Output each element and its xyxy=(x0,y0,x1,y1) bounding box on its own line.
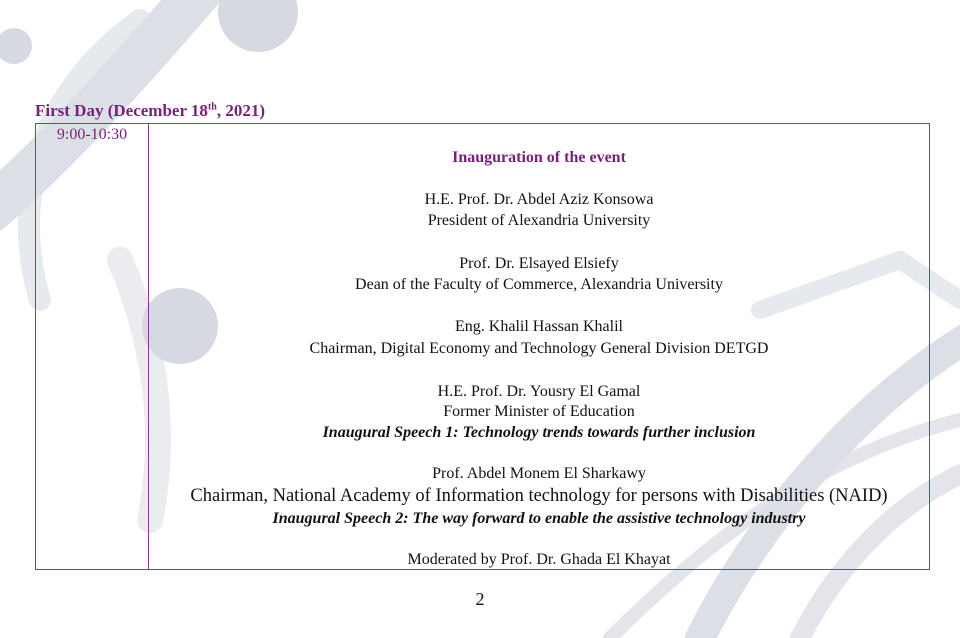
speaker-name: Eng. Khalil Hassan Khalil xyxy=(455,318,623,335)
page-number: 2 xyxy=(475,589,485,609)
speaker-name: H.E. Prof. Dr. Abdel Aziz Konsowa xyxy=(424,191,654,208)
speaker-role: Dean of the Faculty of Commerce, Alexandria University xyxy=(355,276,723,293)
speaker-name: H.E. Prof. Dr. Yousry El Gamal xyxy=(437,383,641,400)
speaker-role: Chairman, Digital Economy and Technology General Division DETGD xyxy=(309,340,769,357)
time-column xyxy=(36,124,149,569)
speech-title: Inaugural Speech 2: The way forward to enable the assistive technology industry xyxy=(272,510,806,527)
session-time: 9:00-10:30 xyxy=(56,126,128,143)
speech-title: Inaugural Speech 1: Technology trends towards further inclusion xyxy=(322,424,756,441)
day-heading xyxy=(35,101,265,121)
day-heading-suffix: , 2021) xyxy=(216,101,266,120)
speaker-name: Prof. Abdel Monem El Sharkawy xyxy=(432,465,646,482)
speaker-role: Former Minister of Education xyxy=(443,403,635,420)
moderator: Moderated by Prof. Dr. Ghada El Khayat xyxy=(407,551,671,568)
session-content xyxy=(149,124,929,569)
session-title: Inauguration of the event xyxy=(452,149,626,166)
day-heading-prefix: First Day (December 18 xyxy=(35,101,208,120)
day-heading-superscript: th xyxy=(207,101,217,113)
schedule-table xyxy=(35,123,930,570)
speaker-name: Prof. Dr. Elsayed Elsiefy xyxy=(459,255,619,272)
speaker-role: Chairman, National Academy of Information technology for persons with Disabilities (NAID) xyxy=(190,486,888,506)
speaker-role: President of Alexandria University xyxy=(427,212,651,229)
